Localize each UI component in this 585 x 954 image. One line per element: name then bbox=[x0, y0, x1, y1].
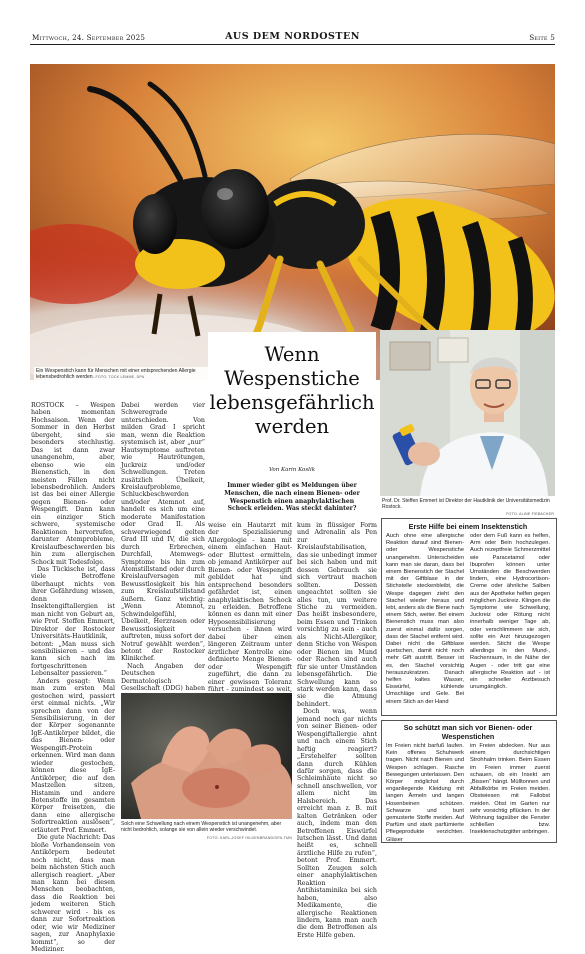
page-header bbox=[0, 0, 585, 44]
paragraph: ROSTOCK – Wespen haben momentan Hochsaison. Wenn der Sommer in den Herbst übergeht, sind sie besonders stechlustig. Das ist dann zwar unangenehm, aber, ebenso wie ein Bienenstich, in den meisten Fällen nicht lebensbedrohlich. Anders ist das bei einer Allergie gegen Bienen- oder Wespengift. Dann kann ein einziger Stich schwere, systemische Reaktionen hervorrufen, darunter Atemprobleme, Kreislaufbeschwerden bis hin zum allergischen Schock mit Todesfolge. bbox=[31, 402, 115, 566]
title-line-1: Wenn bbox=[264, 343, 320, 366]
paragraph: Anders gesagt: Wenn man zum ersten Mal gestochen wird, passiert erst einmal nichts. „Wir sprechen dann von der Sensibilisierung, in der der Körper sogenannte IgE-Antikörper bildet, die das Bienen- oder Wespengift-Protein erkennen. Wird man dann wieder gestochen, können diese IgE-Antikörper, die auf den Mastzellen sitzen, Histamin und andere Botenstoffe im gesamten Körper freisetzen, die dann eine allergische Sofortreaktion auslösen“, erläutert Prof. Emmert. bbox=[31, 677, 115, 834]
paragraph: Dabei werden vier Schweregrade unterschieden. Von milden Grad I spricht man, wenn die Reaktion systemisch ist, aber „nur“ Hautsymptome auftreten wie Hautrötungen, Juckreiz und/oder Schwellungen. Treten zusätzlich Übelkeit, Kreislaufprobleme, Schluckbeschwerden und/oder Atemnot auf, handelt es sich um eine moderate Manifestation oder Grad II. Als schwerwiegend gelten Grad III und IV, die sich durch Erbrechen, Durchfall, Atemwegs-Symptome bis hin zum Atemstillstand oder durch Kreislaufversagen mit Bewusstlosigkeit bis hin zum Kreislaufstillstand äußern. Ganz wichtig: „Wenn Atemnot, Schwindelgefühl, Übelkeit, Herzrasen oder Bewusstlosigkeit auftreten, muss sofort der Notruf gewählt werden“, betont der Rostocker Klinikchef. bbox=[121, 402, 205, 663]
page-number: Seite 5 bbox=[529, 33, 555, 42]
title-line-2: Wespenstiche bbox=[224, 367, 360, 390]
doctor-photo-caption-text: Prof. Dr. Steffen Emmert ist Direktor der Hautklinik der Universitätsmedizin Rostock. bbox=[382, 498, 550, 511]
lead-paragraph: Immer wieder gibt es Meldungen über Menschen, die nach einem Bienen- oder Wespenstich einen anaphylaktischen Schock erleiden. Was steckt dahinter? bbox=[224, 482, 360, 513]
hand-photo bbox=[121, 693, 292, 819]
main-photo-caption bbox=[34, 367, 208, 382]
doctor-photo-caption bbox=[382, 498, 554, 511]
section-title: AUS DEM NORDOSTEN bbox=[225, 31, 360, 42]
author-line: Von Karin Koslik bbox=[268, 467, 316, 473]
title-line-4: werden bbox=[254, 415, 330, 438]
first-aid-box-left: Auch ohne eine allergische Reaktion darauf sind Bienen- oder Wespenstiche unangenehm. Unterscheiden kann man sie daran, dass bei einem Bienenstich der Stachel mit der Giftblase in der Stichstelle steckenbleibt, die Wespe dagegen zieht den Stachel wieder heraus und lebt, anders als die Biene nach einem Stich, weiter. Bei einem Bienenstich muss man also zuerst einmal dafür sorgen, dass der Stachel entfernt wird. Dabei nicht die Giftblase quetschen, damit nicht noch mehr Gift austritt. Besser ist es, den Stachel vorsichtig herauszukratzen. Danach helfen kaltes Wasser, Eiswürfel, kühlende Umschläge und Gele. Bei einem Stich an der Hand bbox=[386, 533, 464, 705]
protection-box-right: im Freien abdecken. Nur aus einem durchsichtigen Strohhalm trinken. Beim Essen im Freien immer zuerst schauen, ob ein Insekt am „Bissen“ hängt. Mülltonnen und Abfallkörbe im Freien meiden. Obstwiesen mit Fallobst meiden. Obst im Garten nur sehr vorsichtig pflücken. In der Wohnung tagsüber die Fenster schließen bzw. Insektenschutzgitter anbringen. bbox=[470, 743, 550, 836]
header-rule bbox=[30, 44, 555, 45]
doctor-photo bbox=[380, 330, 555, 496]
paragraph: Das Tückische ist, dass viele Betroffene überhaupt nichts von ihrer Gefährdung wissen, denn Insektengiftallergien ist man nicht von Geburt an, wie Prof. Steffen Emmert, Direktor der Rostocker Universitäts-Hautklinik, betont: „Man muss sich sensibilisieren – und das kann sich nach im fortgeschrittenen Lebensalter passieren.“ bbox=[31, 565, 115, 678]
article-title bbox=[208, 343, 376, 439]
protection-box-left: Im Freien nicht barfuß laufen. Kein offenes Schuhwerk tragen. Nicht nach Bienen und Wespen schlagen. Rasche Bewegungen unterlassen. Den Körper möglichst durch enganliegende Kleidung mit langen Ärmeln und langen Hosenbeinen schützen. Schwarze und bunt gemusterte Stoffe meiden. Auf Parfüm und stark parfümierte Pflegeprodukte verzichten. Gläser bbox=[386, 743, 464, 843]
protection-box-title: So schützt man sich vor Bienen- oder Wespenstichen bbox=[403, 723, 533, 741]
doctor-photo-credit: FOTO: ALINE FIEBACHER bbox=[506, 512, 554, 516]
paragraph: Nach Angaben der Deutschen Dermatologisch Gesellschaft (DDG) haben bbox=[121, 662, 205, 693]
paragraph: kum in flüssiger Form und Adrenalin als Pen zur Kreislaufstabilisation, das sie unbedingt immer bei sich haben und mit dessen Gebrauch sie sich vertraut machen sollten. Dessen ungeachtet sollten sie alles tun, um weitere Stiche zu vermeiden. Das heißt insbesondere, beim Essen und Trinken vorsichtig zu sein - auch als Nicht-Allergiker, denn Stiche von Wespen oder Bienen im Mund oder Rachen sind auch für sie unter Umständen lebensgefährlich. Die Schwellung kann so stark werden kann, dass sie die Atmung behindert. bbox=[297, 522, 377, 708]
hand-photo-credit: FOTO: KARL-JOSEF HILDENBRAND/DPA-TMN bbox=[206, 836, 292, 840]
hand-photo-caption: Solch eine Schwellung nach einem Wespenstich ist unangenehm, aber nicht bedrohlich, solange sie von allein wieder verschwindet. bbox=[121, 821, 282, 834]
paragraph: Doch was, wenn jemand noch gar nichts von seiner Bienen- oder Wespengiftallergie ahnt und nach einem Stich heftig reagiert? „Erstehelfer sollten dann durch Kühlen dafür sorgen, dass die Schleimhäute nicht so schnell anschwellen, vor allem nicht im Halsbereich. Das erreicht man z. B. mit kalten Getränken oder auch, indem man den Betroffenen Eiswürfel lutschen lässt. Und dann heißt es, schnell ärztliche Hilfe zu rufen“, betont Prof. Emmert. Sollten Zeugen solch einer anaphylaktischen Reaktion Antihistaminika bei sich haben, also Medikamente, die allergische Reaktionen lindern, kann man auch die dem Betroffenen als Erste Hilfe geben. bbox=[297, 708, 377, 939]
paragraph: weise ein Hautarzt mit der Spezialisierung Allergologie - kann mit einem einfachen Haut- oder Bluttest ermitteln, ob jemand Antikörper auf Bienen- oder Wespengift gebildet hat und entsprechend besonders gefährdet ist, einen anaphylaktischen Schock zu erleiden. Betroffene können es dann mit einer Hyposensibilisierung versuchen - ihnen wird dabei über einen längeren Zeitraum unter ärztlicher Kontrolle eine definierte Menge Bienen- oder Wespengift zugeführt, die dann zu einer gewissen Toleranz führt - zumindest so weit, bbox=[208, 522, 292, 693]
issue-date: Mittwoch, 24. September 2025 bbox=[32, 33, 146, 42]
main-photo-caption-text: Ein Wespenstich kann für Menschen mit einer entsprechenden Allergie lebensbedrohlich werden. bbox=[36, 368, 196, 381]
title-line-3: lebensgefährlich bbox=[209, 391, 375, 414]
doctor-illustration bbox=[380, 330, 555, 496]
article-column-1 bbox=[31, 402, 115, 954]
first-aid-box-title: Erste Hilfe bei einem Insektenstich bbox=[408, 522, 528, 531]
article-column-4 bbox=[297, 522, 377, 939]
first-aid-box-right: oder dem Fuß kann es helfen, Arm oder Bein hochzulegen. Auch rezeptfreie Schmerzmittel wie Paracetamol oder Ibuprofen können unter Umständen die Beschwerden lindern, eine Hydrocortison-Creme oder ähnliche Salben aus der Apotheke helfen gegen möglichen Juckreiz. Klingen die Symptome wie Schwellung, Juckreiz oder Rötung nicht innerhalb weniger Tage ab, oder verschlimmern sie sich, sollte ein Arzt hinzugezogen werden. Sticht die Wespe allerdings in den Mund-, Rachenraum, in die Nähe der Augen - oder tritt gar eine allergische Reaktion auf - ist ein schneller Arztbesuch unumgänglich. bbox=[470, 533, 550, 691]
paragraph: Die gute Nachricht: Das bloße Vorhandensein von Antikörpern bedeutet noch nicht, dass man beim nächsten Stich auch allergisch reagiert. „Aber man kann bei diesen Menschen beobachten, dass die Reaktion bei jedem weiteren Stich schwerer wird - bis es dann zur Sofortreaktion oder, wie wir Mediziner sagen, zur Anaphylaxie kommt“, so der Mediziner. bbox=[31, 834, 115, 954]
swollen-hand-illustration bbox=[121, 693, 292, 819]
main-photo-credit: FOTO: TOCK LEMME, DPA bbox=[95, 375, 145, 380]
